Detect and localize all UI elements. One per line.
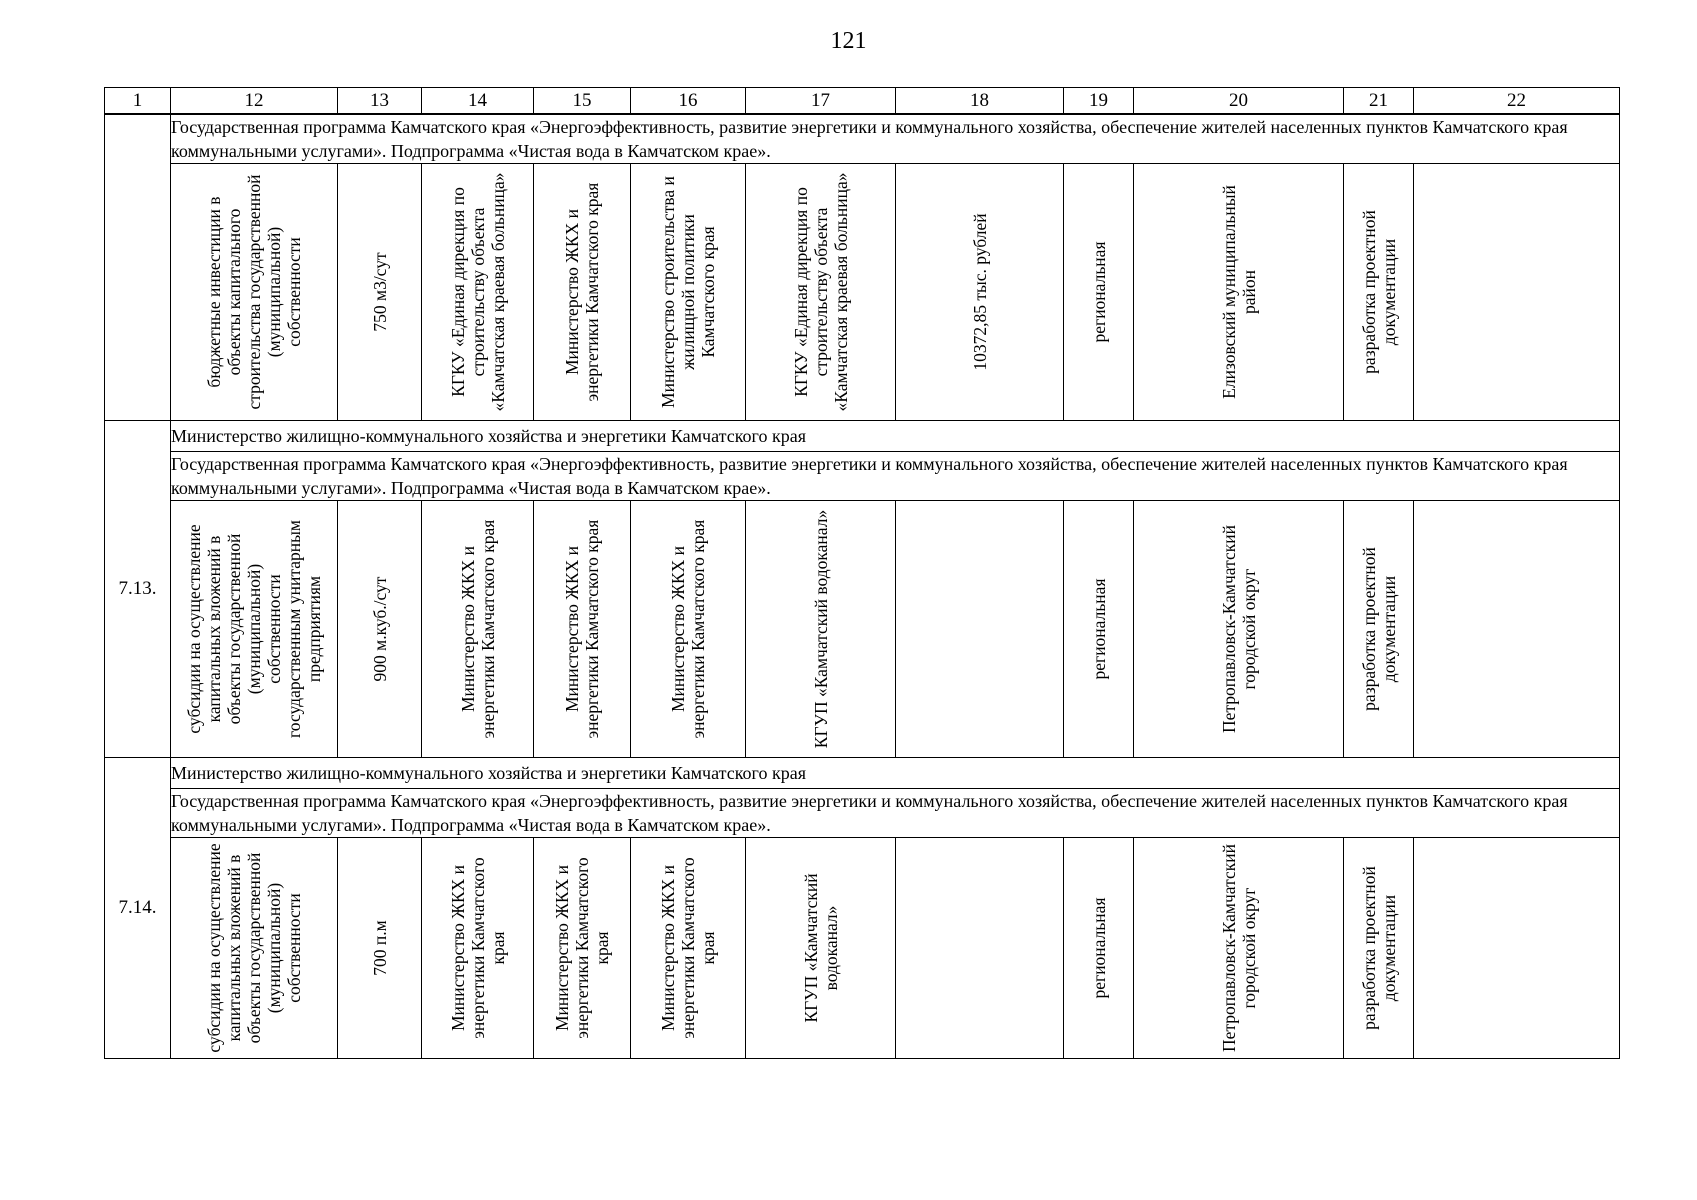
cell-col-20	[1134, 164, 1344, 421]
header-cell: 12	[171, 88, 338, 115]
cell-col-14	[422, 501, 534, 758]
cell-col-15	[534, 501, 631, 758]
cell-col-13	[338, 164, 422, 421]
table-row	[105, 164, 1620, 421]
cell-col-16	[631, 838, 746, 1059]
header-cell: 16	[631, 88, 746, 115]
cell-col-21	[1344, 501, 1414, 758]
cell-text: региональная	[1088, 241, 1109, 343]
cell-col-14	[422, 838, 534, 1059]
header-cell: 14	[422, 88, 534, 115]
cell-text: субсидии на осуществление капитальных вложений в объекты государственной (муниципальной) собственности государственным унитарным предприятиям	[184, 520, 324, 738]
cell-col-17	[746, 838, 896, 1059]
cell-col-19	[1064, 838, 1134, 1059]
cell-col-16	[631, 501, 746, 758]
cell-text: Министерство ЖКХ и энергетики Камчатского края	[562, 519, 602, 739]
header-cell: 22	[1414, 88, 1620, 115]
cell-text: КГУП «Камчатский водоканал»	[800, 873, 841, 1023]
cell-text: Петропавловск-Камчатский городской округ	[1218, 525, 1259, 733]
item-number: 7.14.	[105, 758, 171, 1059]
header-row	[105, 88, 1620, 115]
cell-col-18	[896, 164, 1064, 421]
cell-col-21	[1344, 838, 1414, 1059]
program-text: Государственная программа Камчатского края «Энергоэффективность, развитие энергетики и коммунального хозяйства, обеспечение жителей населенных пунктов Камчатского края коммунальными услугами». Подпрограмма «Чистая вода в Камчатском крае».	[171, 452, 1620, 501]
cell-text: Министерство строительства и жилищной политики Камчатского края	[658, 176, 718, 408]
item-number: 7.13.	[105, 421, 171, 758]
cell-col-19	[1064, 164, 1134, 421]
cell-text: 750 м3/сут	[369, 252, 390, 332]
cell-text: региональная	[1088, 578, 1109, 680]
header-cell: 15	[534, 88, 631, 115]
cell-text: КГКУ «Единая дирекция по строительству объекта «Камчатская краевая больница»	[790, 172, 851, 412]
cell-col-15	[534, 164, 631, 421]
cell-text: Министерство ЖКХ и энергетики Камчатского края	[552, 857, 612, 1039]
cell-col-18	[896, 501, 1064, 758]
cell-text: Министерство ЖКХ и энергетики Камчатского края	[668, 519, 708, 739]
cell-col-20	[1134, 838, 1344, 1059]
cell-col-12	[171, 838, 338, 1059]
cell-col-21	[1344, 164, 1414, 421]
header-cell: 20	[1134, 88, 1344, 115]
cell-text: 10372,85 тыс. рублей	[969, 213, 990, 371]
cell-col-22	[1414, 838, 1620, 1059]
header-cell: 1	[105, 88, 171, 115]
cell-col-19	[1064, 501, 1134, 758]
header-cell: 17	[746, 88, 896, 115]
cell-text: Министерство ЖКХ и энергетики Камчатского края	[447, 857, 508, 1039]
cell-text: КГКУ «Единая дирекция по строительству объекта «Камчатская краевая больница»	[447, 172, 508, 412]
cell-text: разработка проектной документации	[1358, 866, 1399, 1030]
cell-col-13	[338, 501, 422, 758]
cell-text: субсидии на осуществление капитальных вложений в объекты государственной (муниципальной) собственности	[204, 843, 304, 1053]
program-row	[105, 114, 1620, 164]
data-table	[104, 87, 1620, 1059]
cell-text: региональная	[1088, 897, 1109, 999]
ministry-text: Министерство жилищно-коммунального хозяйства и энергетики Камчатского края	[171, 421, 1620, 452]
cell-text: Министерство ЖКХ и энергетики Камчатского края	[658, 857, 718, 1039]
cell-text: разработка проектной документации	[1358, 547, 1399, 711]
page-number: 121	[830, 28, 867, 54]
cell-text: КГУП «Камчатский водоканал»	[810, 509, 831, 749]
program-text: Государственная программа Камчатского края «Энергоэффективность, развитие энергетики и коммунального хозяйства, обеспечение жителей населенных пунктов Камчатского края коммунальными услугами». Подпрограмма «Чистая вода в Камчатском крае».	[171, 789, 1620, 838]
cell-text: разработка проектной документации	[1358, 210, 1399, 374]
cell-col-15	[534, 838, 631, 1059]
cell-text: 700 п.м	[369, 920, 390, 976]
cell-col-17	[746, 164, 896, 421]
header-cell: 19	[1064, 88, 1134, 115]
cell-col-12	[171, 501, 338, 758]
cell-col-12	[171, 164, 338, 421]
program-row	[105, 452, 1620, 501]
cell-col-17	[746, 501, 896, 758]
item-number	[105, 114, 171, 421]
ministry-row	[105, 421, 1620, 452]
cell-col-13	[338, 838, 422, 1059]
table-row	[105, 838, 1620, 1059]
program-row	[105, 789, 1620, 838]
header-cell: 21	[1344, 88, 1414, 115]
program-text: Государственная программа Камчатского края «Энергоэффективность, развитие энергетики и коммунального хозяйства, обеспечение жителей населенных пунктов Камчатского края коммунальными услугами». Подпрограмма «Чистая вода в Камчатском крае».	[171, 114, 1620, 164]
cell-text: Елизовский муниципальный район	[1218, 185, 1259, 399]
header-cell: 13	[338, 88, 422, 115]
cell-col-16	[631, 164, 746, 421]
cell-text: бюджетные инвестиции в объекты капитального строительства государственной (муниципальной) собственности	[204, 174, 304, 410]
ministry-row	[105, 758, 1620, 789]
cell-col-14	[422, 164, 534, 421]
cell-text: Министерство ЖКХ и энергетики Камчатского края	[562, 182, 602, 402]
cell-col-18	[896, 838, 1064, 1059]
cell-col-22	[1414, 164, 1620, 421]
cell-col-22	[1414, 501, 1620, 758]
cell-text: Петропавловск-Камчатский городской округ	[1218, 844, 1259, 1052]
ministry-text: Министерство жилищно-коммунального хозяйства и энергетики Камчатского края	[171, 758, 1620, 789]
header-cell: 18	[896, 88, 1064, 115]
cell-text: Министерство ЖКХ и энергетики Камчатского края	[457, 519, 498, 739]
cell-text: 900 м.куб./сут	[369, 576, 390, 682]
table-row	[105, 501, 1620, 758]
cell-col-20	[1134, 501, 1344, 758]
